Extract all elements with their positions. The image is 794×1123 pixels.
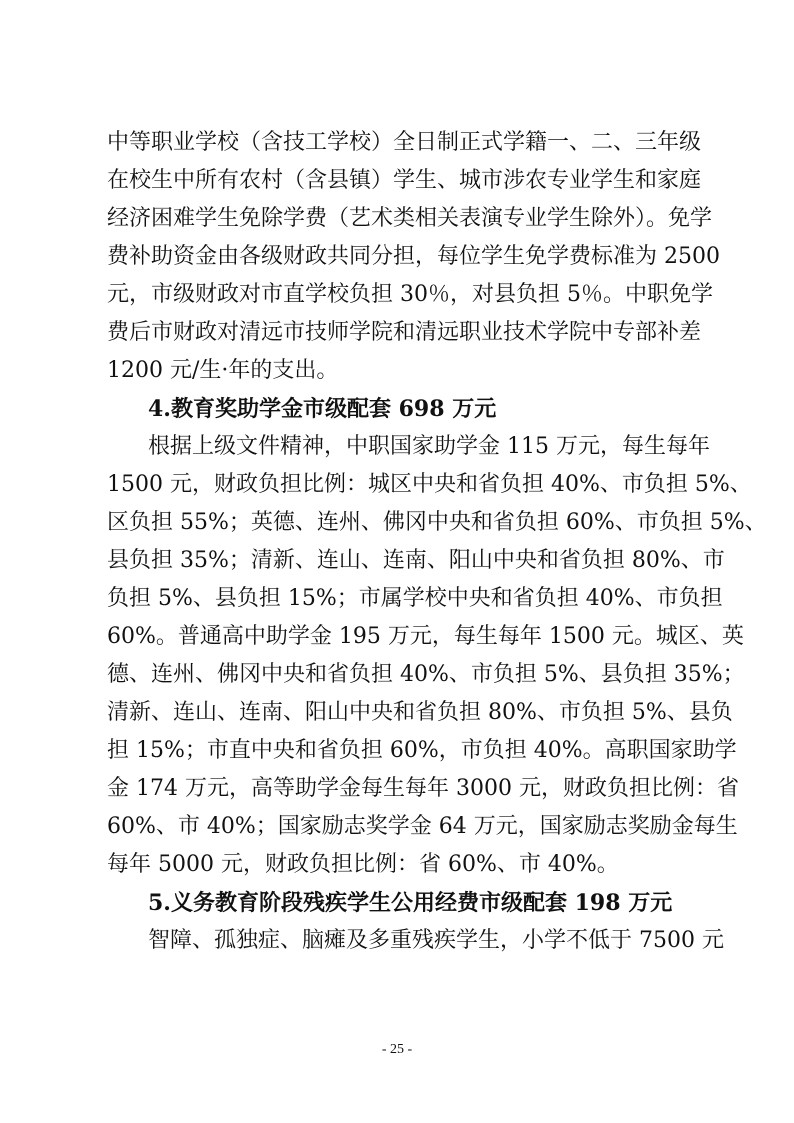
paragraph-line: 1500 元，财政负担比例：城区中央和省负担 40%、市负担 5%、 (107, 472, 752, 497)
page-number: - 25 - (381, 1042, 413, 1057)
paragraph-line: 德、连州、佛冈中央和省负担 40%、市负担 5%、县负担 35%； (107, 662, 745, 687)
paragraph-line: 元，市级财政对市直学校负担 30％，对县负担 5％。中职免学 (107, 282, 713, 307)
paragraph-line: 中等职业学校（含技工学校）全日制正式学籍一、二、三年级 (107, 130, 702, 155)
paragraph-line: 费补助资金由各级财政共同分担，每位学生免学费标准为 2500 (107, 244, 720, 269)
paragraph-line: 负担 5%、县负担 15%；市属学校中央和省负担 40%、市负担 (107, 586, 723, 611)
section-heading-4: 4.教育奖助学金市级配套 698 万元 (148, 396, 497, 422)
paragraph-line: 60%。普通高中助学金 195 万元，每生每年 1500 元。城区、英 (107, 624, 744, 649)
paragraph-line: 根据上级文件精神，中职国家助学金 115 万元，每生每年 (148, 434, 710, 459)
paragraph-line: 费后市财政对清远市技师学院和清远职业技术学院中专部补差 (107, 320, 702, 345)
paragraph-line: 县负担 35%；清新、连山、连南、阳山中央和省负担 80%、市 (107, 548, 725, 573)
paragraph-line: 智障、孤独症、脑瘫及多重残疾学生，小学不低于 7500 元 (148, 928, 724, 953)
paragraph-line: 每年 5000 元，财政负担比例：省 60%、市 40%。 (107, 852, 619, 877)
paragraph-line: 60%、市 40%；国家励志奖学金 64 万元，国家励志奖励金每生 (107, 814, 738, 839)
paragraph-line: 区负担 55%；英德、连州、佛冈中央和省负担 60%、市负担 5%、 (107, 510, 767, 535)
paragraph-line: 金 174 万元，高等助学金每生每年 3000 元，财政负担比例：省 (107, 776, 739, 801)
paragraph-line: 担 15%；市直中央和省负担 60%，市负担 40%。高职国家助学 (107, 738, 737, 763)
paragraph-line: 在校生中所有农村（含县镇）学生、城市涉农专业学生和家庭 (107, 168, 702, 193)
section-heading-5: 5.义务教育阶段残疾学生公用经费市级配套 198 万元 (148, 890, 673, 916)
paragraph-line: 1200 元/生·年的支出。 (107, 358, 339, 383)
paragraph-line: 清新、连山、连南、阳山中央和省负担 80%、市负担 5%、县负 (107, 700, 733, 725)
paragraph-line: 经济困难学生免除学费（艺术类相关表演专业学生除外）。免学 (107, 206, 713, 231)
